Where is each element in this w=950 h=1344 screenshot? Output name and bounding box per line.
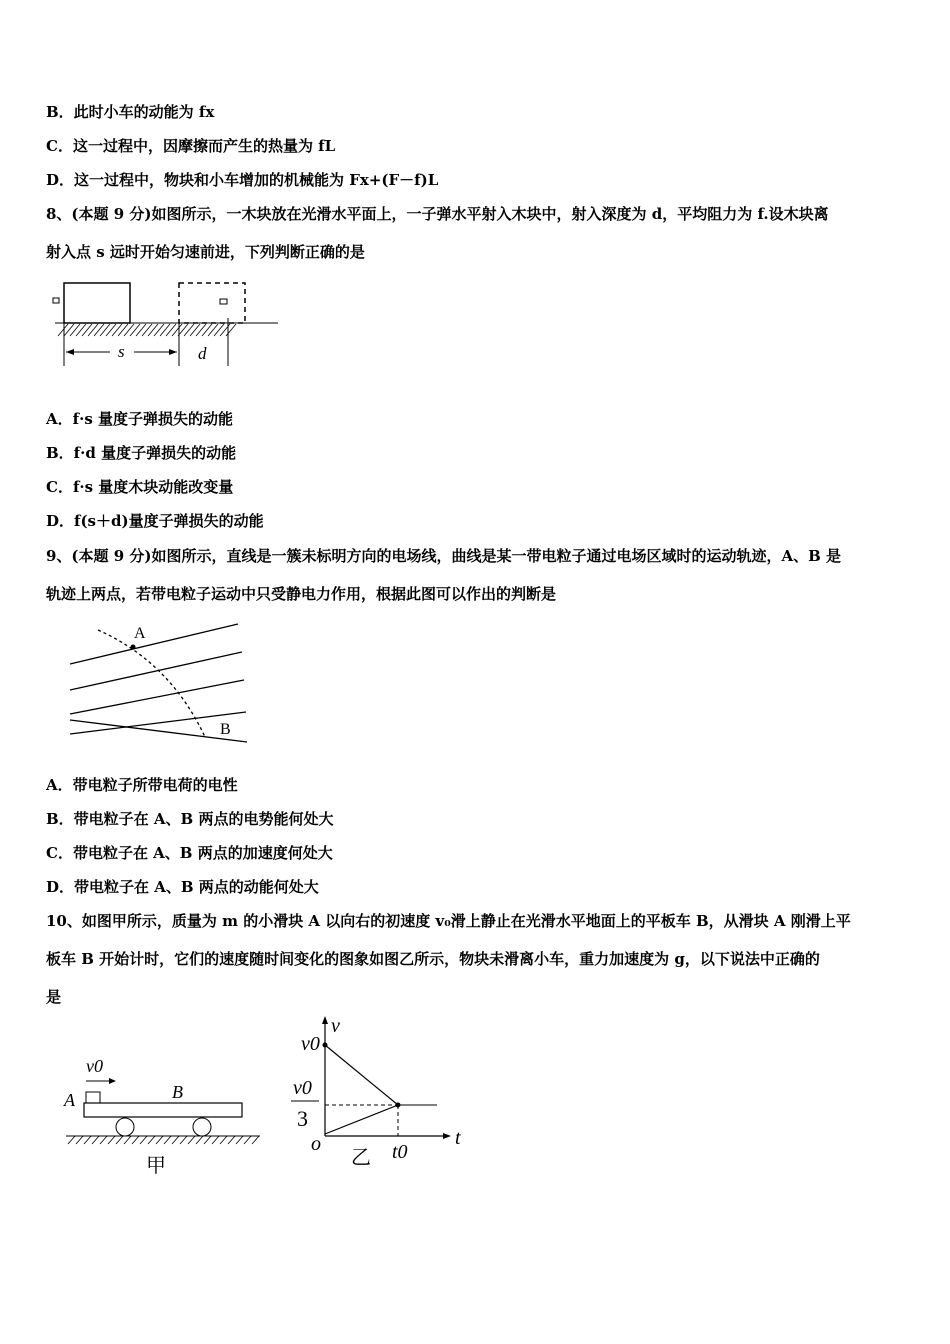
q8-stem-line2: 射入点 s 远时开始匀速前进，下列判断正确的是 [46,243,365,261]
q8-option-b: B．f·d 量度子弹损失的动能 [46,444,237,462]
q8-option-d: D．f(s＋d)量度子弹损失的动能 [46,512,264,530]
q10-stem-line3: 是 [46,988,62,1006]
label-b: B [172,1082,183,1102]
q9-stem-line2: 轨迹上两点，若带电粒子运动中只受静电力作用，根据此图可以作出的判断是 [46,585,557,603]
q8-option-c: C．f·s 量度木块动能改变量 [46,478,234,496]
q7-option-b: B．此时小车的动能为 fx [46,103,215,121]
q10-stem-line2: 板车 B 开始计时，它们的速度随时间变化的图象如图乙所示，物块未滑离小车，重力加速度为 g，以下说法中正确的 [46,950,820,968]
q9-option-c: C．带电粒子在 A、B 两点的加速度何处大 [46,844,333,862]
label-d: d [198,344,207,363]
q8-stem-line1: 8、(本题 9 分)如图所示，一木块放在光滑水平面上，一子弹水平射入木块中，射入深度为 d，平均阻力为 f.设木块离 [46,205,829,223]
q7-option-d: D．这一过程中，物块和小车增加的机械能为 Fx+(F－f)L [46,171,439,189]
q7-option-c: C．这一过程中，因摩擦而产生的热量为 fL [46,137,336,155]
q9-option-a: A．带电粒子所带电荷的电性 [46,776,238,794]
label-v: v [331,1015,340,1037]
label-v0: v0 [86,1056,103,1076]
q8-option-a: A．f·s 量度子弹损失的动能 [46,410,233,428]
label-t0: t0 [392,1141,408,1163]
q9-option-b: B．带电粒子在 A、B 两点的电势能何处大 [46,810,334,828]
q10-stem-line1: 10、如图甲所示，质量为 m 的小滑块 A 以向右的初速度 v₀滑上静止在光滑水平地面上的平板车 B，从滑块 A 刚滑上平 [46,912,851,930]
caption-jia: 甲 [146,1155,166,1177]
label-s: s [118,342,125,361]
q8-bullet-block-figure [50,278,285,373]
q9-option-d: D．带电粒子在 A、B 两点的动能何处大 [46,878,319,896]
label-a: A [134,625,146,642]
label-origin: o [311,1133,321,1155]
q10-figure-yi-vt-graph [285,1012,475,1177]
label-v0-top: v0 [301,1033,320,1055]
label-b: B [220,721,231,738]
label-t: t [455,1127,461,1149]
label-fraction-denominator: 3 [297,1106,308,1131]
q10-figure-jia [60,1050,270,1180]
caption-yi: 乙 [351,1147,371,1169]
label-a: A [64,1090,75,1110]
q9-stem-line1: 9、(本题 9 分)如图所示，直线是一簇未标明方向的电场线，曲线是某一带电粒子通过电场区域时的运动轨迹，A、B 是 [46,547,842,565]
q9-field-lines-figure [60,612,255,747]
label-fraction-numerator: v0 [293,1077,312,1099]
